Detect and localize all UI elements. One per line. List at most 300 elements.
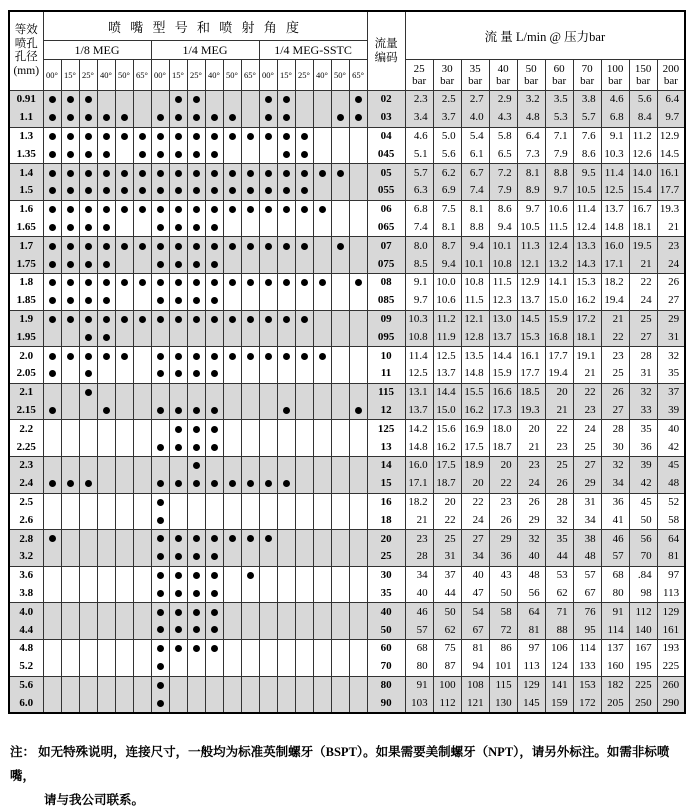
table-row (9, 292, 685, 310)
angle-dot-cell (97, 603, 115, 621)
angle-dot-cell (79, 639, 97, 657)
angle-dot-cell (205, 328, 223, 346)
spray-angle-dot (157, 645, 164, 652)
angle-dot-cell (313, 585, 331, 603)
angle-dot-cell (331, 219, 349, 237)
flow-value: 14.5 (517, 310, 545, 328)
flow-value: 15.3 (573, 273, 601, 291)
angle-dot-cell (169, 676, 187, 694)
angle-dot-cell (61, 328, 79, 346)
angle-dot-cell (115, 292, 133, 310)
angle-dot-cell (169, 255, 187, 273)
angle-dot-cell (133, 383, 151, 401)
angle-dot-cell (97, 91, 115, 109)
code-header-line: 编码 (374, 52, 398, 64)
angle-dot-cell (115, 566, 133, 584)
spray-angle-dot (175, 206, 182, 213)
angle-dot-cell (43, 658, 61, 676)
angle-dot-cell (331, 658, 349, 676)
angle-dot-cell (115, 273, 133, 291)
spray-angle-dot (283, 187, 290, 194)
angle-dot-cell (205, 639, 223, 657)
flow-value: 2.7 (461, 91, 489, 109)
flow-value: 75 (433, 639, 461, 657)
orifice-diameter: 3.6 (9, 566, 43, 584)
angle-dot-cell (349, 603, 367, 621)
angle-dot-cell (205, 383, 223, 401)
spray-angle-dot (157, 261, 164, 268)
angle-dot-cell (115, 475, 133, 493)
spray-angle-dot (211, 114, 218, 121)
flow-value: 6.1 (461, 145, 489, 163)
flow-value: 32 (601, 456, 629, 474)
angle-dot-cell (295, 676, 313, 694)
spray-angle-dot (175, 261, 182, 268)
angle-dot-cell (151, 585, 169, 603)
spray-angle-dot (193, 626, 200, 633)
flow-value: 25 (433, 530, 461, 548)
spray-angle-dot (229, 187, 236, 194)
angle-dot-cell (79, 145, 97, 163)
spray-angle-dot (211, 353, 218, 360)
angle-header-65: 65° (241, 60, 259, 91)
pressure-header-150bar: 150 bar (629, 60, 657, 91)
flow-value: 7.4 (405, 219, 433, 237)
flow-value: 8.5 (405, 255, 433, 273)
flow-value: 9.5 (573, 164, 601, 182)
footnote (10, 740, 681, 812)
flow-value: 29 (517, 511, 545, 529)
flow-code: 085 (367, 292, 405, 310)
angle-dot-cell (61, 127, 79, 145)
angle-dot-cell (79, 475, 97, 493)
angle-dot-cell (187, 328, 205, 346)
angle-dot-cell (205, 621, 223, 639)
angle-dot-cell (169, 603, 187, 621)
angle-dot-cell (133, 109, 151, 127)
spray-angle-dot (247, 480, 254, 487)
spray-angle-dot (247, 243, 254, 250)
flow-value: 12.9 (657, 127, 685, 145)
flow-code: 065 (367, 219, 405, 237)
orifice-diameter-header (9, 11, 43, 91)
flow-value: 80 (601, 585, 629, 603)
angle-header-50: 50° (115, 60, 133, 91)
angle-dot-cell (205, 164, 223, 182)
angle-dot-cell (295, 164, 313, 182)
spray-angle-dot (247, 353, 254, 360)
angle-dot-cell (313, 658, 331, 676)
flow-value: 18.1 (573, 328, 601, 346)
angle-dot-cell (151, 91, 169, 109)
angle-dot-cell (43, 493, 61, 511)
flow-value: 10.3 (405, 310, 433, 328)
flow-value: 29 (489, 530, 517, 548)
flow-value: 250 (629, 694, 657, 713)
angle-dot-cell (169, 475, 187, 493)
flow-value: 115 (489, 676, 517, 694)
pressure-header-100bar: 100 bar (601, 60, 629, 91)
angle-dot-cell (259, 493, 277, 511)
spray-angle-dot (265, 480, 272, 487)
angle-dot-cell (187, 694, 205, 713)
angle-dot-cell (133, 456, 151, 474)
spray-angle-dot (265, 535, 272, 542)
flow-value: 17.5 (433, 456, 461, 474)
angle-dot-cell (43, 621, 61, 639)
flow-value: 3.7 (433, 109, 461, 127)
angle-dot-cell (349, 676, 367, 694)
flow-value: 62 (433, 621, 461, 639)
flow-value: 11.2 (629, 127, 657, 145)
flow-code: 25 (367, 548, 405, 566)
flow-value: 5.6 (629, 91, 657, 109)
spray-angle-dot (229, 480, 236, 487)
angle-dot-cell (151, 566, 169, 584)
angle-dot-cell (133, 292, 151, 310)
angle-dot-cell (349, 127, 367, 145)
flow-value: 3.5 (545, 91, 573, 109)
flow-value: 26 (657, 273, 685, 291)
angle-dot-cell (61, 365, 79, 383)
flow-value: 10.5 (517, 219, 545, 237)
spray-angle-dot (157, 353, 164, 360)
angle-dot-cell (223, 493, 241, 511)
angle-dot-cell (43, 164, 61, 182)
angle-dot-cell (187, 566, 205, 584)
spray-angle-dot (67, 316, 74, 323)
angle-dot-cell (79, 676, 97, 694)
angle-dot-cell (223, 328, 241, 346)
angle-dot-cell (331, 585, 349, 603)
spray-angle-dot (49, 243, 56, 250)
angle-dot-cell (151, 530, 169, 548)
angle-dot-cell (133, 493, 151, 511)
angle-dot-cell (187, 603, 205, 621)
angle-dot-cell (169, 145, 187, 163)
flow-value: 6.7 (461, 164, 489, 182)
angle-dot-cell (295, 127, 313, 145)
angle-dot-cell (151, 456, 169, 474)
angle-dot-cell (97, 164, 115, 182)
spray-angle-dot (193, 133, 200, 140)
spray-angle-dot (157, 517, 164, 524)
angle-dot-cell (277, 585, 295, 603)
flow-value: 21 (629, 255, 657, 273)
angle-header-00: 00° (43, 60, 61, 91)
angle-dot-cell (205, 603, 223, 621)
orifice-diameter: 1.9 (9, 310, 43, 328)
spray-angle-dot (175, 407, 182, 414)
angle-dot-cell (295, 273, 313, 291)
flow-value: 9.7 (545, 182, 573, 200)
angle-dot-cell (223, 310, 241, 328)
angle-dot-cell (205, 456, 223, 474)
angle-dot-cell (313, 383, 331, 401)
flow-value: 50 (629, 511, 657, 529)
spray-angle-dot (229, 133, 236, 140)
flow-value: 81 (461, 639, 489, 657)
angle-dot-cell (313, 566, 331, 584)
spray-angle-dot (193, 444, 200, 451)
angle-dot-cell (277, 548, 295, 566)
angle-dot-cell (349, 420, 367, 438)
spray-angle-dot (193, 426, 200, 433)
angle-dot-cell (97, 658, 115, 676)
angle-dot-cell (295, 603, 313, 621)
spray-angle-dot (121, 206, 128, 213)
spray-angle-dot (157, 187, 164, 194)
spray-angle-dot (283, 170, 290, 177)
angle-dot-cell (277, 200, 295, 218)
flow-value: 8.1 (433, 219, 461, 237)
angle-dot-cell (61, 420, 79, 438)
spray-angle-dot (301, 316, 308, 323)
flow-value: 11.2 (433, 310, 461, 328)
spray-angle-dot (67, 170, 74, 177)
angle-dot-cell (115, 456, 133, 474)
flow-value: 15.4 (629, 182, 657, 200)
angle-dot-cell (331, 237, 349, 255)
spray-angle-dot (319, 353, 326, 360)
flow-value: 10.3 (601, 145, 629, 163)
angle-dot-cell (151, 292, 169, 310)
table-row (9, 566, 685, 584)
flow-value: 16.2 (433, 438, 461, 456)
angle-dot-cell (169, 273, 187, 291)
angle-dot-cell (349, 347, 367, 365)
flow-value: 16.9 (461, 420, 489, 438)
angle-dot-cell (43, 676, 61, 694)
flow-value: 15.3 (517, 328, 545, 346)
flow-value: 9.7 (517, 200, 545, 218)
angle-dot-cell (241, 585, 259, 603)
spray-angle-dot (283, 407, 290, 414)
angle-dot-cell (79, 383, 97, 401)
angle-dot-cell (187, 530, 205, 548)
angle-dot-cell (241, 456, 259, 474)
flow-value: 23 (545, 438, 573, 456)
flow-value: 225 (629, 676, 657, 694)
angle-dot-cell (43, 109, 61, 127)
table-row (9, 511, 685, 529)
flow-value: 4.0 (461, 109, 489, 127)
orifice-diameter: 0.91 (9, 91, 43, 109)
orifice-diameter: 1.1 (9, 109, 43, 127)
angle-dot-cell (259, 511, 277, 529)
angle-dot-cell (97, 511, 115, 529)
angle-dot-cell (331, 511, 349, 529)
flow-value: 27 (461, 530, 489, 548)
angle-dot-cell (277, 621, 295, 639)
angle-dot-cell (115, 621, 133, 639)
flow-value: 3.2 (517, 91, 545, 109)
spray-angle-dot (175, 243, 182, 250)
angle-dot-cell (79, 621, 97, 639)
angle-dot-cell (349, 475, 367, 493)
flow-code: 075 (367, 255, 405, 273)
flow-value: 18.9 (461, 456, 489, 474)
flow-value: 15.6 (433, 420, 461, 438)
spray-angle-dot (301, 151, 308, 158)
angle-dot-cell (331, 438, 349, 456)
flow-value: 31 (657, 328, 685, 346)
angle-dot-cell (295, 219, 313, 237)
angle-dot-cell (151, 182, 169, 200)
spray-angle-dot (283, 206, 290, 213)
flow-code: 70 (367, 658, 405, 676)
angle-dot-cell (205, 255, 223, 273)
spray-angle-dot (175, 114, 182, 121)
angle-dot-cell (223, 603, 241, 621)
spray-angle-dot (103, 279, 110, 286)
angle-dot-cell (259, 365, 277, 383)
flow-value: 140 (629, 621, 657, 639)
flow-value: 5.4 (461, 127, 489, 145)
angle-dot-cell (205, 402, 223, 420)
spray-angle-dot (175, 645, 182, 652)
flow-value: 14.8 (461, 365, 489, 383)
angle-dot-cell (331, 603, 349, 621)
spray-angle-dot (229, 170, 236, 177)
angle-dot-cell (133, 585, 151, 603)
flow-value: 7.9 (489, 182, 517, 200)
spray-angle-dot (211, 279, 218, 286)
angle-dot-cell (259, 109, 277, 127)
angle-dot-cell (205, 219, 223, 237)
angle-dot-cell (43, 548, 61, 566)
angle-dot-cell (169, 109, 187, 127)
spray-angle-dot (211, 243, 218, 250)
spray-angle-dot (301, 170, 308, 177)
flow-value: 4.8 (517, 109, 545, 127)
angle-dot-cell (169, 585, 187, 603)
angle-dot-cell (115, 530, 133, 548)
angle-dot-cell (295, 639, 313, 657)
spray-angle-dot (103, 187, 110, 194)
angle-dot-cell (313, 621, 331, 639)
angle-dot-cell (295, 237, 313, 255)
flow-value: 31 (573, 493, 601, 511)
spray-angle-dot (247, 170, 254, 177)
angle-dot-cell (331, 566, 349, 584)
angle-dot-cell (151, 511, 169, 529)
spray-angle-dot (193, 279, 200, 286)
angle-dot-cell (43, 420, 61, 438)
angle-dot-cell (115, 402, 133, 420)
flow-value: 112 (629, 603, 657, 621)
table-row (9, 676, 685, 694)
flow-code: 055 (367, 182, 405, 200)
angle-dot-cell (331, 109, 349, 127)
angle-dot-cell (205, 145, 223, 163)
flow-value: 22 (433, 511, 461, 529)
flow-value: 14.8 (601, 219, 629, 237)
angle-dot-cell (295, 420, 313, 438)
angle-dot-cell (313, 420, 331, 438)
angle-dot-cell (115, 420, 133, 438)
angle-dot-cell (169, 548, 187, 566)
flow-value: 5.6 (433, 145, 461, 163)
angle-dot-cell (241, 91, 259, 109)
flow-value: 40 (517, 548, 545, 566)
angle-dot-cell (241, 255, 259, 273)
angle-dot-cell (133, 200, 151, 218)
angle-dot-cell (277, 420, 295, 438)
spray-angle-dot (157, 151, 164, 158)
angle-dot-cell (169, 292, 187, 310)
spray-angle-dot (193, 353, 200, 360)
angle-dot-cell (205, 493, 223, 511)
angle-dot-cell (133, 566, 151, 584)
spray-angle-dot (121, 316, 128, 323)
angle-dot-cell (313, 273, 331, 291)
flow-value: 5.0 (433, 127, 461, 145)
spray-angle-dot (211, 444, 218, 451)
flow-value: 12.5 (433, 347, 461, 365)
flow-value: 15.9 (489, 365, 517, 383)
angle-dot-cell (205, 694, 223, 713)
flow-value: 28 (545, 493, 573, 511)
flow-value: 145 (517, 694, 545, 713)
spray-angle-dot (265, 353, 272, 360)
corner-line: 孔径 (14, 51, 38, 63)
angle-dot-cell (223, 347, 241, 365)
flow-value: 27 (601, 402, 629, 420)
spray-angle-dot (247, 572, 254, 579)
angle-dot-cell (295, 182, 313, 200)
spray-angle-dot (265, 96, 272, 103)
flow-value: 37 (657, 383, 685, 401)
flow-value: 34 (573, 511, 601, 529)
angle-dot-cell (115, 639, 133, 657)
angle-dot-cell (169, 182, 187, 200)
spray-angle-dot (211, 133, 218, 140)
angle-dot-cell (169, 402, 187, 420)
angle-dot-cell (61, 475, 79, 493)
angle-dot-cell (169, 511, 187, 529)
angle-dot-cell (205, 566, 223, 584)
flow-value: 17.1 (405, 475, 433, 493)
angle-dot-cell (115, 676, 133, 694)
flow-value: 19.4 (601, 292, 629, 310)
angle-header-65: 65° (349, 60, 367, 91)
flow-value: 53 (545, 566, 573, 584)
angle-dot-cell (277, 273, 295, 291)
orifice-diameter: 2.5 (9, 493, 43, 511)
angle-dot-cell (133, 365, 151, 383)
angle-dot-cell (115, 145, 133, 163)
angle-dot-cell (43, 182, 61, 200)
flow-value: 22 (573, 383, 601, 401)
angle-dot-cell (277, 255, 295, 273)
spray-angle-dot (49, 316, 56, 323)
flow-value: 22 (545, 420, 573, 438)
angle-dot-cell (79, 109, 97, 127)
flow-value: 172 (573, 694, 601, 713)
angle-dot-cell (277, 603, 295, 621)
spray-angle-dot (301, 243, 308, 250)
flow-value: 23 (405, 530, 433, 548)
spray-angle-dot (49, 480, 56, 487)
flow-code: 90 (367, 694, 405, 713)
flow-value: 19.1 (573, 347, 601, 365)
angle-dot-cell (295, 621, 313, 639)
angle-dot-cell (277, 91, 295, 109)
flow-value: 25 (629, 310, 657, 328)
spray-angle-dot (157, 224, 164, 231)
angle-dot-cell (79, 237, 97, 255)
